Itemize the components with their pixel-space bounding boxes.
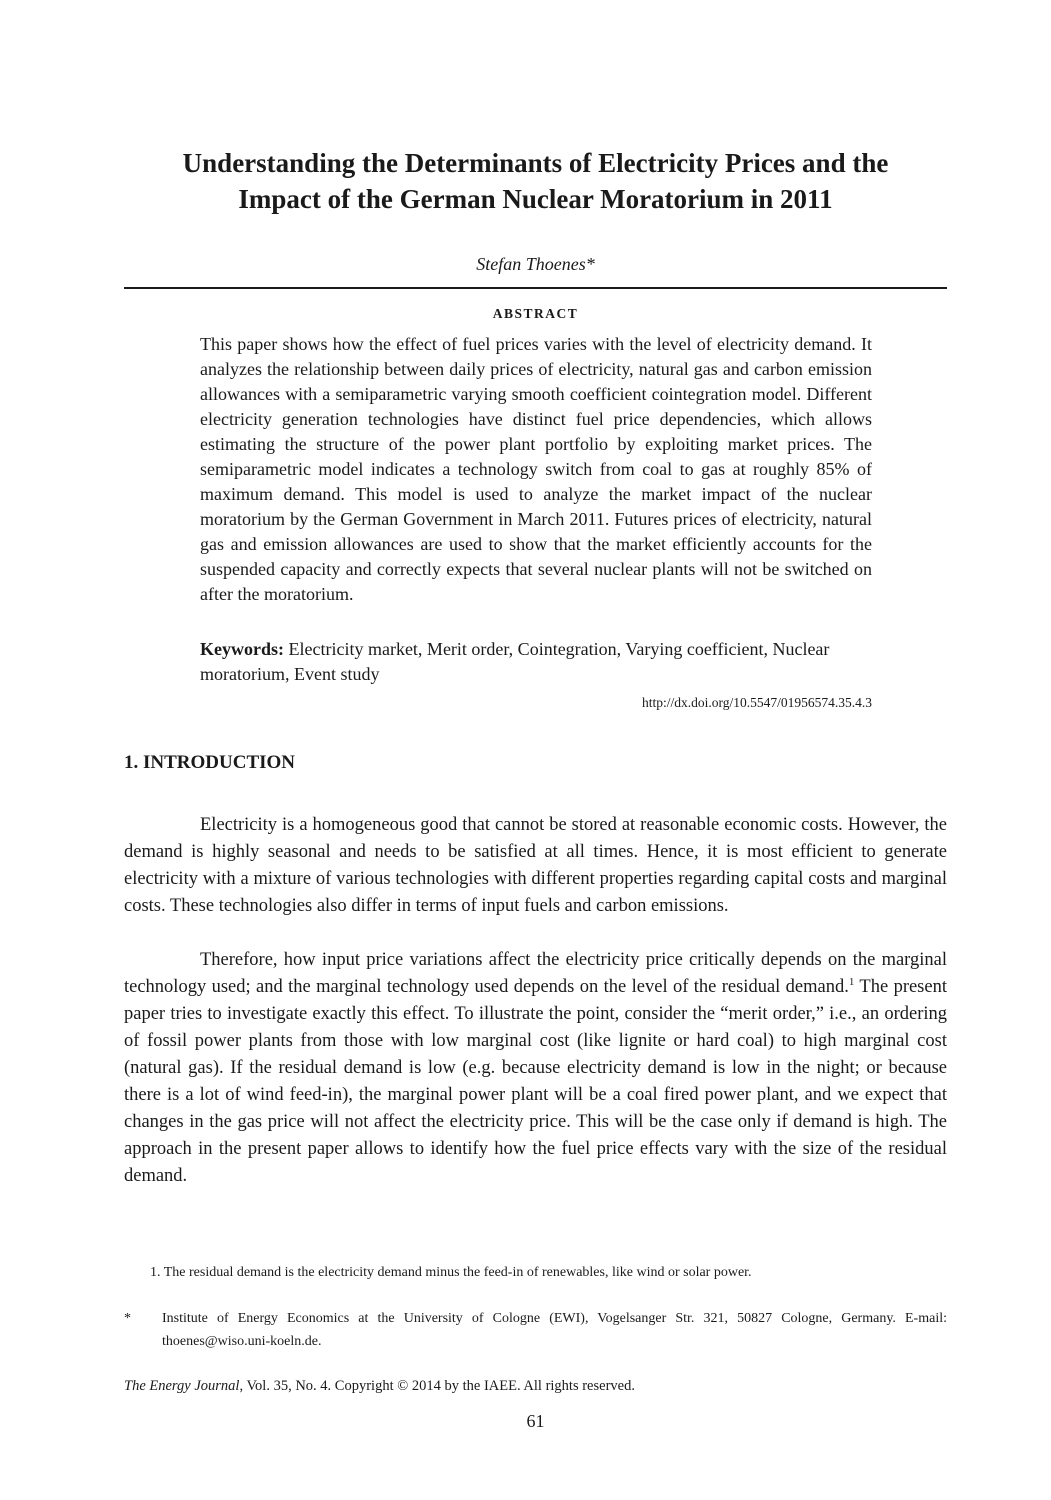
keywords bbox=[200, 637, 872, 687]
journal-details: , Vol. 35, No. 4. Copyright © 2014 by the IAEE. All rights reserved. bbox=[239, 1378, 635, 1394]
title-line-2: Impact of the German Nuclear Moratorium in 2011 bbox=[238, 184, 833, 214]
paper-title bbox=[124, 145, 947, 217]
intro-paragraph-2-part-b: The present paper tries to investigate exactly this effect. To illustrate the point, consider the “merit order,” i.e., an ordering of fossil power plants from those with low marginal cost (like lignite or hard coal) to high marginal cost (natural gas). If the residual demand is low (e.g. because electricity demand is low in the night; or because there is a lot of wind feed-in), the marginal power plant will be a coal fired power plant, and we expect that changes in the gas price will not affect the electricity price. This will be the case only if demand is high. The approach in the present paper allows to identify how the fuel price effects vary with the size of the residual demand. bbox=[124, 977, 947, 1186]
footnote-1: 1. The residual demand is the electricity demand minus the feed-in of renewables, like wind or solar power. bbox=[150, 1265, 752, 1280]
abstract-heading: ABSTRACT bbox=[492, 306, 579, 321]
keywords-list: Electricity market, Merit order, Cointegration, Varying coefficient, Nuclear moratorium, Event study bbox=[200, 639, 830, 684]
intro-paragraph-2-part-a: Therefore, how input price variations affect the electricity price critically depends on the marginal technology used; and the marginal technology used depends on the level of the residual demand. bbox=[124, 950, 947, 997]
affiliation-mark: * bbox=[124, 1311, 131, 1326]
abstract-text: This paper shows how the effect of fuel prices varies with the level of electricity demand. It analyzes the relationship between daily prices of electricity, natural gas and carbon emission allowances with a semiparametric varying smooth coefficient cointegration model. Different electricity generation technologies have distinct fuel price dependencies, which allows estimating the structure of the power plant portfolio by exploiting market prices. The semiparametric model indicates a technology switch from coal to gas at roughly 85% of maximum demand. This model is used to analyze the market impact of the nuclear moratorium by the German Government in March 2011. Futures prices of electricity, natural gas and emission allowances are used to show that the market efficiently accounts for the suspended capacity and correctly expects that several nuclear plants will not be switched on after the moratorium. bbox=[200, 334, 872, 604]
title-line-1: Understanding the Determinants of Electricity Prices and the bbox=[182, 148, 889, 178]
journal-name: The Energy Journal bbox=[124, 1378, 240, 1394]
page-number: 61 bbox=[526, 1411, 545, 1431]
doi-link[interactable]: http://dx.doi.org/10.5547/01956574.35.4.3 bbox=[641, 695, 872, 710]
footnote-ref-1[interactable]: 1 bbox=[848, 975, 855, 988]
affiliation-text: Institute of Energy Economics at the University of Cologne (EWI), Vogelsanger Str. 321, 50827 Cologne, Germany. E-mail: thoenes@wiso.uni-koeln.de. bbox=[162, 1311, 947, 1349]
section-heading-introduction: 1. INTRODUCTION bbox=[124, 752, 296, 773]
journal-citation bbox=[124, 1376, 947, 1396]
title-divider bbox=[124, 287, 947, 289]
intro-paragraph-1: Electricity is a homogeneous good that cannot be stored at reasonable economic costs. However, the demand is highly seasonal and needs to be satisfied at all times. Hence, it is most efficient to generate electricity with a mixture of various technologies with different properties regarding capital costs and marginal costs. These technologies also differ in terms of input fuels and carbon emissions. bbox=[124, 815, 947, 916]
intro-paragraph-2 bbox=[124, 947, 947, 1190]
author-name: Stefan Thoenes* bbox=[476, 254, 595, 274]
author-affiliation bbox=[124, 1307, 947, 1353]
keywords-label: Keywords: bbox=[200, 639, 284, 659]
